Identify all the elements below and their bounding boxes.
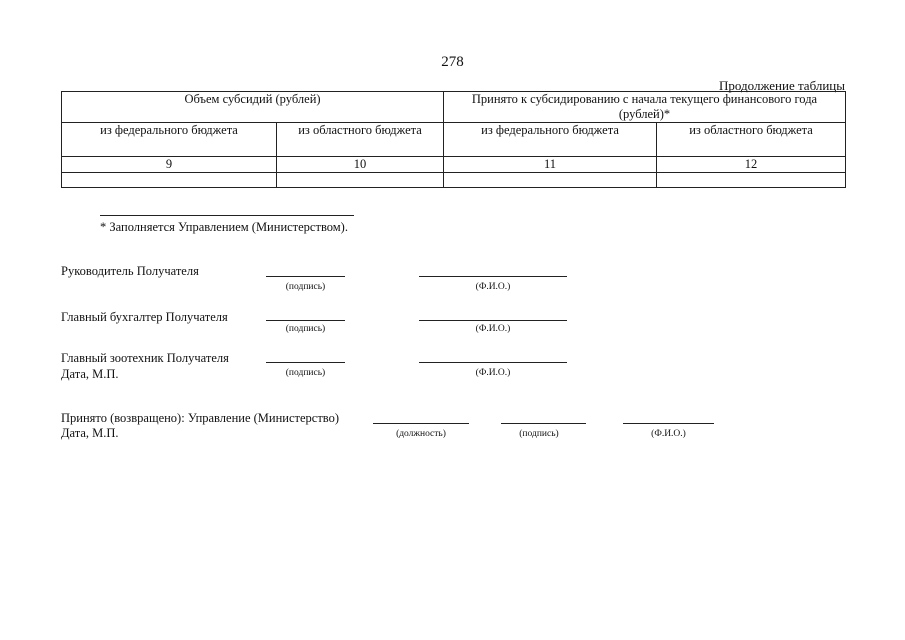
header-accepted-for-subsidy: Принято к субсидированию с начала текущего финансового года (рублей)*: [444, 92, 846, 123]
name-caption: (Ф.И.О.): [475, 368, 511, 378]
header-subsidy-volume: Объем субсидий (рублей): [62, 92, 444, 123]
accountant-label: Главный бухгалтер Получателя: [61, 310, 228, 324]
table-cell: [657, 173, 846, 188]
signature-caption: (подпись): [285, 368, 326, 378]
head-signature-line: [266, 276, 345, 277]
accountant-signature-line: [266, 320, 345, 321]
column-number: 12: [657, 157, 846, 173]
position-caption: (должность): [396, 429, 446, 439]
head-label: Руководитель Получателя: [61, 264, 199, 278]
subheader-federal-budget: из федерального бюджета: [444, 123, 657, 157]
subheader-regional-budget: из областного бюджета: [277, 123, 444, 157]
page-number: 278: [441, 54, 464, 70]
zootechnician-signature-line: [266, 362, 345, 363]
accepted-signature-line: [501, 423, 586, 424]
table-cell: [277, 173, 444, 188]
column-number: 10: [277, 157, 444, 173]
subheader-federal-budget: из федерального бюджета: [62, 123, 277, 157]
table-cell: [444, 173, 657, 188]
accepted-name-line: [623, 423, 714, 424]
name-caption: (Ф.И.О.): [475, 324, 511, 334]
subsidy-table: [61, 91, 846, 188]
signature-caption: (подпись): [519, 429, 559, 439]
accepted-date-stamp-label: Дата, М.П.: [61, 426, 119, 440]
signature-caption: (подпись): [285, 324, 326, 334]
subheader-regional-budget: из областного бюджета: [657, 123, 846, 157]
column-number: 11: [444, 157, 657, 173]
table-continuation-label: Продолжение таблицы: [719, 78, 845, 93]
column-number: 9: [62, 157, 277, 173]
position-line: [373, 423, 469, 424]
footnote-divider: [100, 215, 354, 216]
date-stamp-label: Дата, М.П.: [61, 367, 119, 381]
accepted-label: Принято (возвращено): Управление (Министерство): [61, 411, 340, 425]
name-caption: (Ф.И.О.): [651, 429, 686, 439]
zootechnician-name-line: [419, 362, 567, 363]
footnote: * Заполняется Управлением (Министерством).: [100, 220, 348, 234]
zootechnician-label: Главный зоотехник Получателя: [61, 351, 229, 365]
signature-caption: (подпись): [285, 282, 326, 292]
table-cell: [62, 173, 277, 188]
head-name-line: [419, 276, 567, 277]
name-caption: (Ф.И.О.): [475, 282, 511, 292]
accountant-name-line: [419, 320, 567, 321]
